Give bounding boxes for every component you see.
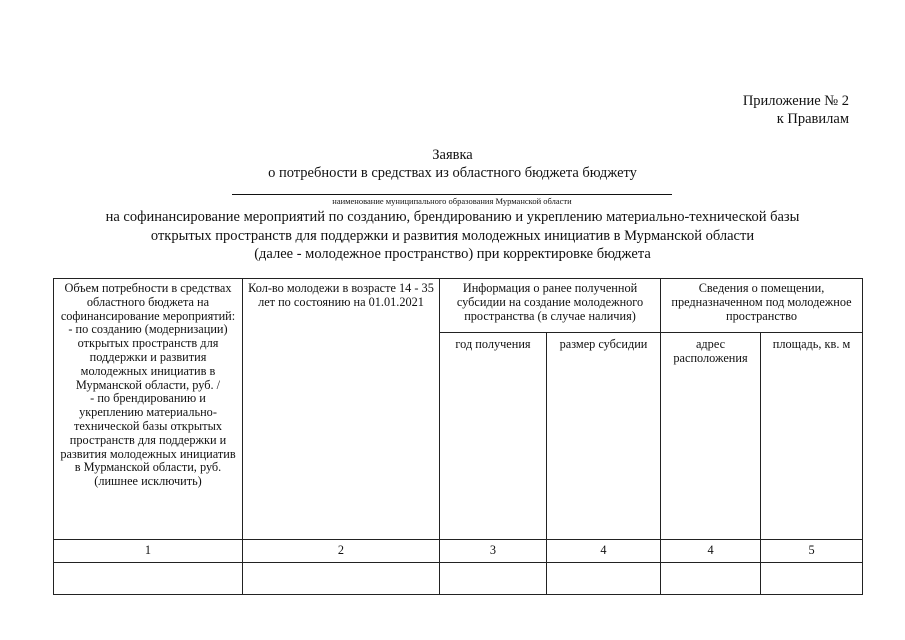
column-number: 3 [440,540,547,563]
document-title [0,146,905,182]
header-budget-need-text: Объем потребности в средствах областного бюджета на софинансирование мероприятий: - по созданию (модернизации) открытых пространств для поддержки и развития молодежных инициатив в Мурманской области, руб. / - по брендированию и укреплению материально-технической базы открытых пространств для поддержки и развития молодежных инициатив в Мурманской области, руб. (лишнее исключить) [60,281,236,489]
purpose-line-1: на софинансирование мероприятий по созданию, брендированию и укреплению материально-технической базы [105,209,800,225]
column-number: 4 [547,540,661,563]
subheader-address: адрес расположения [661,333,761,540]
empty-cell [54,563,243,595]
header-previous-subsidy: Информация о ранее полученной субсидии на создание молодежного пространства (в случае наличия) [440,279,661,333]
table-row [54,563,863,595]
empty-cell [440,563,547,595]
purpose-line-3: (далее - молодежное пространство) при корректировке бюджета [254,246,651,262]
title-subheading: о потребности в средствах из областного бюджета бюджету [268,165,637,181]
subheader-area: площадь, кв. м [761,333,863,540]
municipality-caption: наименование муниципального образования Мурманской области [332,196,572,206]
empty-cell [661,563,761,595]
purpose-text [40,208,865,264]
table-header-row [54,279,863,333]
appendix-number: Приложение № 2 [742,93,849,109]
empty-cell [243,563,440,595]
empty-cell [761,563,863,595]
purpose-line-2: открытых пространств для поддержки и развития молодежных инициатив в Мурманской области [150,227,755,244]
column-number: 5 [761,540,863,563]
subheader-subsidy-amount: размер субсидии [547,333,661,540]
header-youth-count: Кол-во молодежи в возрасте 14 - 35 лет по состоянию на 01.01.2021 [243,279,440,540]
municipality-blank-line [232,194,672,195]
appendix-rules: к Правилам [776,111,849,127]
column-number: 2 [243,540,440,563]
appendix-reference [743,92,849,128]
header-premises-info: Сведения о помещении, предназначенном под молодежное пространство [661,279,863,333]
subheader-year-received: год получения [440,333,547,540]
column-number-row [54,540,863,563]
header-budget-need [54,279,243,540]
title-heading: Заявка [432,147,473,163]
column-number: 4 [661,540,761,563]
application-table [53,278,863,595]
column-number: 1 [54,540,243,563]
empty-cell [547,563,661,595]
